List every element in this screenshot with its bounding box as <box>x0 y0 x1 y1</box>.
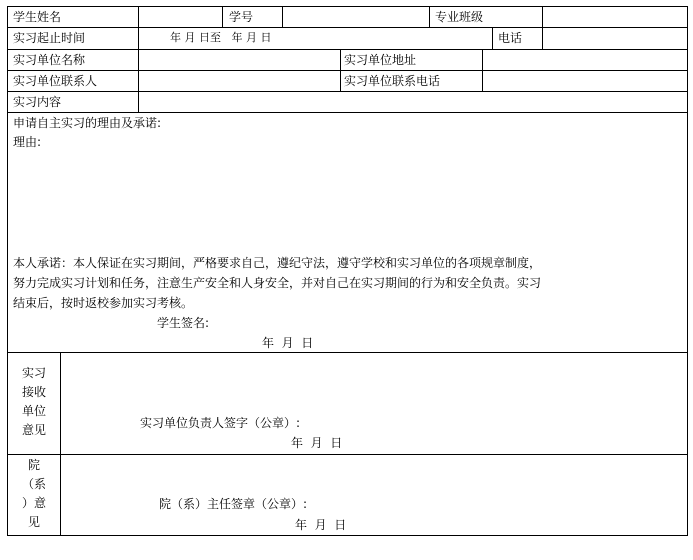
student-signature-date: 年 月 日 <box>262 336 314 350</box>
col-divider <box>60 352 61 536</box>
col-divider <box>429 6 430 28</box>
row-divider <box>7 49 688 50</box>
unit-name-label: 实习单位名称 <box>13 53 86 67</box>
unit-address-label: 实习单位地址 <box>344 53 417 67</box>
major-class-label: 专业班级 <box>435 10 484 24</box>
student-id-label: 学号 <box>229 10 254 24</box>
col-divider <box>138 27 139 50</box>
college-opinion-side-label: 院 （系 ）意 见 <box>21 458 46 529</box>
row-divider <box>7 352 688 353</box>
col-divider <box>542 27 543 50</box>
promise-line-3: 结束后，按时返校参加实习考核。 <box>13 296 194 310</box>
reason-label: 理由: <box>13 135 42 149</box>
college-signature-date: 年 月 日 <box>295 518 347 532</box>
col-divider <box>340 49 341 92</box>
internship-period-label: 实习起止时间 <box>13 31 86 45</box>
student-signature-label: 学生签名: <box>157 316 210 330</box>
college-signature-label: 院（系）主任签章（公章）: <box>159 497 308 511</box>
unit-signature-date: 年 月 日 <box>291 436 343 450</box>
table-border-right <box>687 6 688 536</box>
student-name-label: 学生姓名 <box>13 10 62 24</box>
col-divider <box>222 6 223 28</box>
internship-content-label: 实习内容 <box>13 95 62 109</box>
row-divider <box>7 454 688 455</box>
col-divider <box>492 27 493 50</box>
col-divider <box>138 6 139 28</box>
application-heading: 申请自主实习的理由及承诺: <box>13 116 162 130</box>
unit-contact-label: 实习单位联系人 <box>13 74 98 88</box>
internship-application-form <box>7 6 688 536</box>
unit-contact-phone-label: 实习单位联系电话 <box>344 74 441 88</box>
col-divider <box>482 49 483 92</box>
internship-period-value: 年 月 日至 年 月 日 <box>170 31 272 44</box>
table-border-bottom <box>7 535 688 536</box>
col-divider <box>542 6 543 28</box>
unit-signature-label: 实习单位负责人签字（公章）: <box>140 416 301 430</box>
col-divider <box>138 49 139 92</box>
row-divider <box>7 27 688 28</box>
row-divider <box>7 91 688 92</box>
col-divider <box>282 6 283 28</box>
col-divider <box>138 91 139 113</box>
table-border-left <box>7 6 8 536</box>
row-divider <box>7 112 688 113</box>
unit-opinion-side-label: 实习 接收 单位 意见 <box>21 366 46 437</box>
promise-line-2: 努力完成实习计划和任务，注意生产安全和人身安全，并对自己在实习期间的行为和安全负责。实习 <box>13 276 542 290</box>
promise-line-1: 本人承诺：本人保证在实习期间，严格要求自己，遵纪守法，遵守学校和实习单位的各项规章制度， <box>13 256 542 270</box>
phone-label: 电话 <box>498 31 523 45</box>
table-border-top <box>7 6 688 7</box>
row-divider <box>7 70 688 71</box>
